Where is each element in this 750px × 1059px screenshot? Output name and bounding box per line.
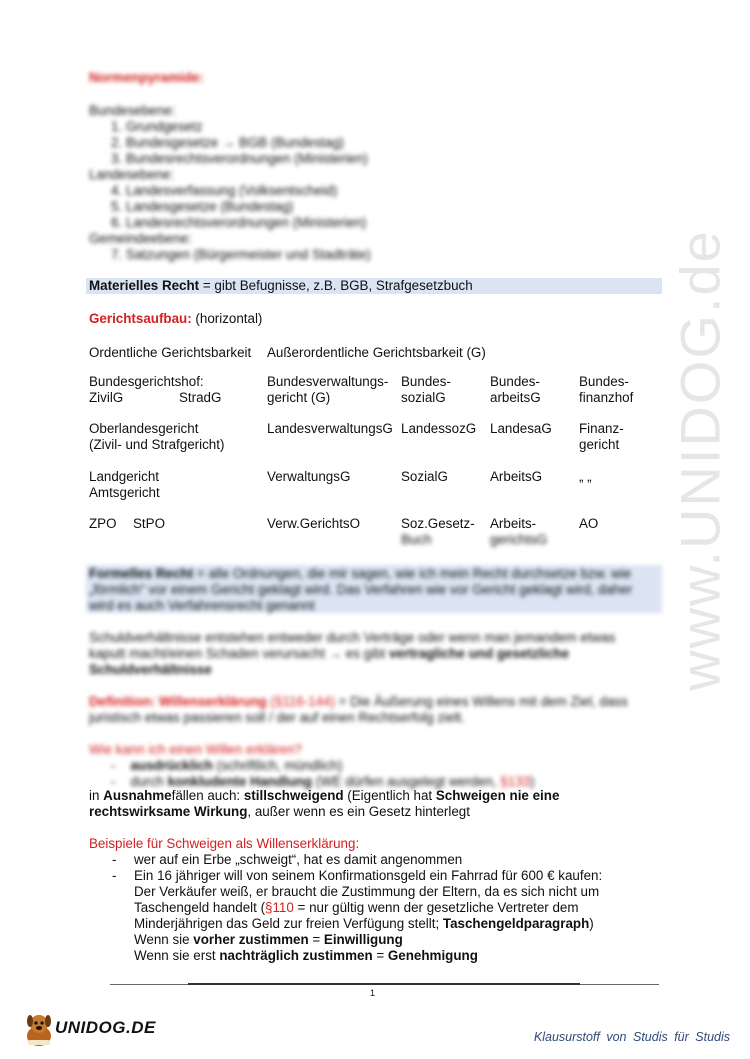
text: = alle Ordnungen, die mir sagen, wie ich mein Recht durchsetze bzw. wie: [193, 566, 632, 581]
section-heading: Beispiele für Schweigen als Willenserklärung:: [89, 836, 360, 851]
paragraph-line: Schuldverhältnisse: [89, 662, 212, 677]
paragraph-line: [89, 788, 559, 804]
text: Taschengeldparagraph: [442, 916, 590, 931]
table-cell: Buch: [401, 532, 432, 547]
table-cell: StradG: [179, 390, 222, 405]
paragraph-line: [89, 804, 470, 820]
text: (schriftlich, mündlich): [212, 758, 343, 773]
list-item: [134, 932, 403, 948]
paragraph-line: wird es auch Verfahrensrecht genannt: [89, 598, 315, 613]
list-item: 6. Landesrechtsverordnungen (Ministerien): [111, 215, 367, 230]
table-cell: arbeitsG: [490, 390, 541, 405]
table-cell: ZivilG: [89, 390, 124, 405]
paragraph-line: juristisch etwas passieren soll / der auf einen Rechtserfolg zielt.: [89, 710, 465, 725]
table-cell: Bundes-: [579, 374, 629, 389]
list-item: [134, 916, 594, 932]
logo-text: UNIDOG.DE: [55, 1018, 156, 1037]
table-cell: Arbeits-: [490, 516, 537, 531]
table-cell: LandessozG: [401, 421, 477, 436]
list-item: Bundesebene:: [89, 103, 176, 118]
table-cell: ZPO: [89, 516, 117, 531]
list-item: 2. Bundesgesetze → BGB (Bundestag): [111, 135, 344, 150]
text: Wenn sie: [134, 932, 194, 947]
text: (Eigentlich hat: [343, 788, 436, 803]
list-bullet: -: [112, 852, 117, 867]
table-cell: „ „: [579, 469, 592, 484]
dog-icon: [22, 1010, 56, 1050]
text: Schweigen nie eine: [435, 788, 560, 803]
reference: (§116-144): [266, 694, 335, 709]
text: =: [372, 948, 388, 963]
materielles-recht-line: [89, 278, 473, 294]
text: Minderjährigen das Geld zur freien Verfügung stellt;: [134, 916, 443, 931]
table-cell: Soz.Gesetz-: [401, 516, 475, 531]
table-cell: gericht: [579, 437, 620, 452]
list-item: [134, 948, 478, 964]
table-cell: Bundes-: [490, 374, 540, 389]
table-cell: StPO: [133, 516, 165, 531]
text: = Die Äußerung eines Willens mit dem Ziel, dass: [334, 694, 628, 709]
text: rechtswirksame Wirkung: [89, 804, 248, 819]
table-cell: ArbeitsG: [490, 469, 543, 484]
table-cell: (Zivil- und Strafgericht): [89, 437, 225, 452]
term: Definition: Willenserklärung: [89, 694, 267, 709]
list-item: [134, 900, 579, 916]
text: durch: [130, 774, 168, 789]
text: Einwilligung: [323, 932, 403, 947]
text: vorher zustimmen: [193, 932, 309, 947]
text: ): [530, 774, 535, 789]
paragraph-line: Schuldverhältnisse entstehen entweder durch Verträge oder wenn man jemandem etwas: [89, 630, 616, 645]
table-cell: finanzhof: [579, 390, 634, 405]
list-item: 4. Landesverfassung (Volksentscheid): [111, 183, 338, 198]
text: Ausnahme: [103, 788, 172, 803]
term: Materielles Recht: [89, 278, 200, 293]
section-heading: Normenpyramide:: [89, 70, 204, 85]
footer-rule: [188, 983, 580, 985]
section-heading: Gerichtsaufbau:: [89, 311, 192, 326]
section-heading: Wie kann ich einen Willen erklären?: [89, 742, 302, 757]
reference: §133: [500, 774, 530, 789]
table-cell: Verw.GerichtsO: [267, 516, 361, 531]
table-cell: AO: [579, 516, 599, 531]
table-cell: Ordentliche Gerichtsbarkeit: [89, 345, 252, 360]
text: vertragliche und gesetzliche: [388, 646, 570, 661]
paragraph-line: „förmlich“ vor einem Gericht geklagt wird. Das Verfahren wie vor Gericht geklagt wird, daher: [89, 582, 633, 597]
page-number: 1: [370, 988, 376, 998]
paragraph-line: [89, 566, 631, 582]
table-cell: Amtsgericht: [89, 485, 160, 500]
text: kaputt macht/einen Schaden verursacht → es gibt: [89, 646, 389, 661]
text: (WE dürfen ausgelegt werden,: [311, 774, 501, 789]
list-item: 1. Grundgesetz: [111, 119, 203, 134]
text: ausdrücklich: [130, 758, 213, 773]
table-cell: LandesaG: [490, 421, 552, 436]
text: Genehmigung: [387, 948, 478, 963]
list-item: Der Verkäufer weiß, er braucht die Zustimmung der Eltern, da es sich nicht um: [134, 884, 600, 899]
list-item: 5. Landesgesetze (Bundestag): [111, 199, 294, 214]
list-bullet: -: [112, 868, 117, 883]
text: ): [589, 916, 594, 931]
paragraph-line: [89, 694, 628, 710]
list-item: wer auf ein Erbe „schweigt“, hat es damit angenommen: [134, 852, 463, 867]
list-item: 7. Satzungen (Bürgermeister und Stadträte): [111, 247, 371, 262]
text: =: [308, 932, 324, 947]
gerichtsaufbau-heading: [89, 311, 262, 327]
table-cell: Bundesgerichtshof:: [89, 374, 204, 389]
table-cell: LandesverwaltungsG: [267, 421, 393, 436]
text: Wenn sie erst: [134, 948, 220, 963]
table-cell: Finanz-: [579, 421, 624, 436]
table-cell: gerichtsG: [490, 532, 548, 547]
table-cell: Bundes-: [401, 374, 451, 389]
list-item: Landesebene:: [89, 167, 174, 182]
list-item: Ein 16 jähriger will von seinem Konfirmationsgeld ein Fahrrad für 600 € kaufen:: [134, 868, 603, 883]
text: nachträglich zustimmen: [219, 948, 373, 963]
table-cell: Landgericht: [89, 469, 159, 484]
table-cell: Außerordentliche Gerichtsbarkeit (G): [267, 345, 486, 360]
list-item: - durch konkludente Handlung (WE dürfen ausgelegt werden, §133): [111, 774, 535, 789]
footer-tagline: Klausurstoff von Studis für Studis: [533, 1030, 730, 1044]
term: Formelles Recht: [89, 566, 194, 581]
list-item: Gemeindeebene:: [89, 231, 192, 246]
table-cell: SozialG: [401, 469, 448, 484]
text: konkludente Handlung: [167, 774, 312, 789]
list-item: - ausdrücklich (schriftlich, mündlich): [111, 758, 343, 773]
table-cell: Bundesverwaltungs-: [267, 374, 389, 389]
definition: = gibt Befugnisse, z.B. BGB, Strafgesetzbuch: [199, 278, 473, 293]
reference: §110: [265, 900, 294, 915]
watermark: www.UNIDOG.de: [668, 229, 732, 691]
paragraph-line: [89, 646, 569, 662]
table-cell: sozialG: [401, 390, 446, 405]
text: stillschweigend: [243, 788, 344, 803]
list-item: 3. Bundesrechtsverordnungen (Ministerien): [111, 151, 368, 166]
text: Taschengeld handelt (: [134, 900, 266, 915]
text: = nur gültig wenn der gesetzliche Vertreter dem: [293, 900, 579, 915]
table-cell: VerwaltungsG: [267, 469, 351, 484]
unidog-logo: [22, 1010, 156, 1050]
table-cell: Oberlandesgericht: [89, 421, 199, 436]
text: in: [89, 788, 104, 803]
heading-note: (horizontal): [191, 311, 263, 326]
table-cell: gericht (G): [267, 390, 331, 405]
text: , außer wenn es ein Gesetz hinterlegt: [247, 804, 470, 819]
text: fällen auch:: [171, 788, 244, 803]
